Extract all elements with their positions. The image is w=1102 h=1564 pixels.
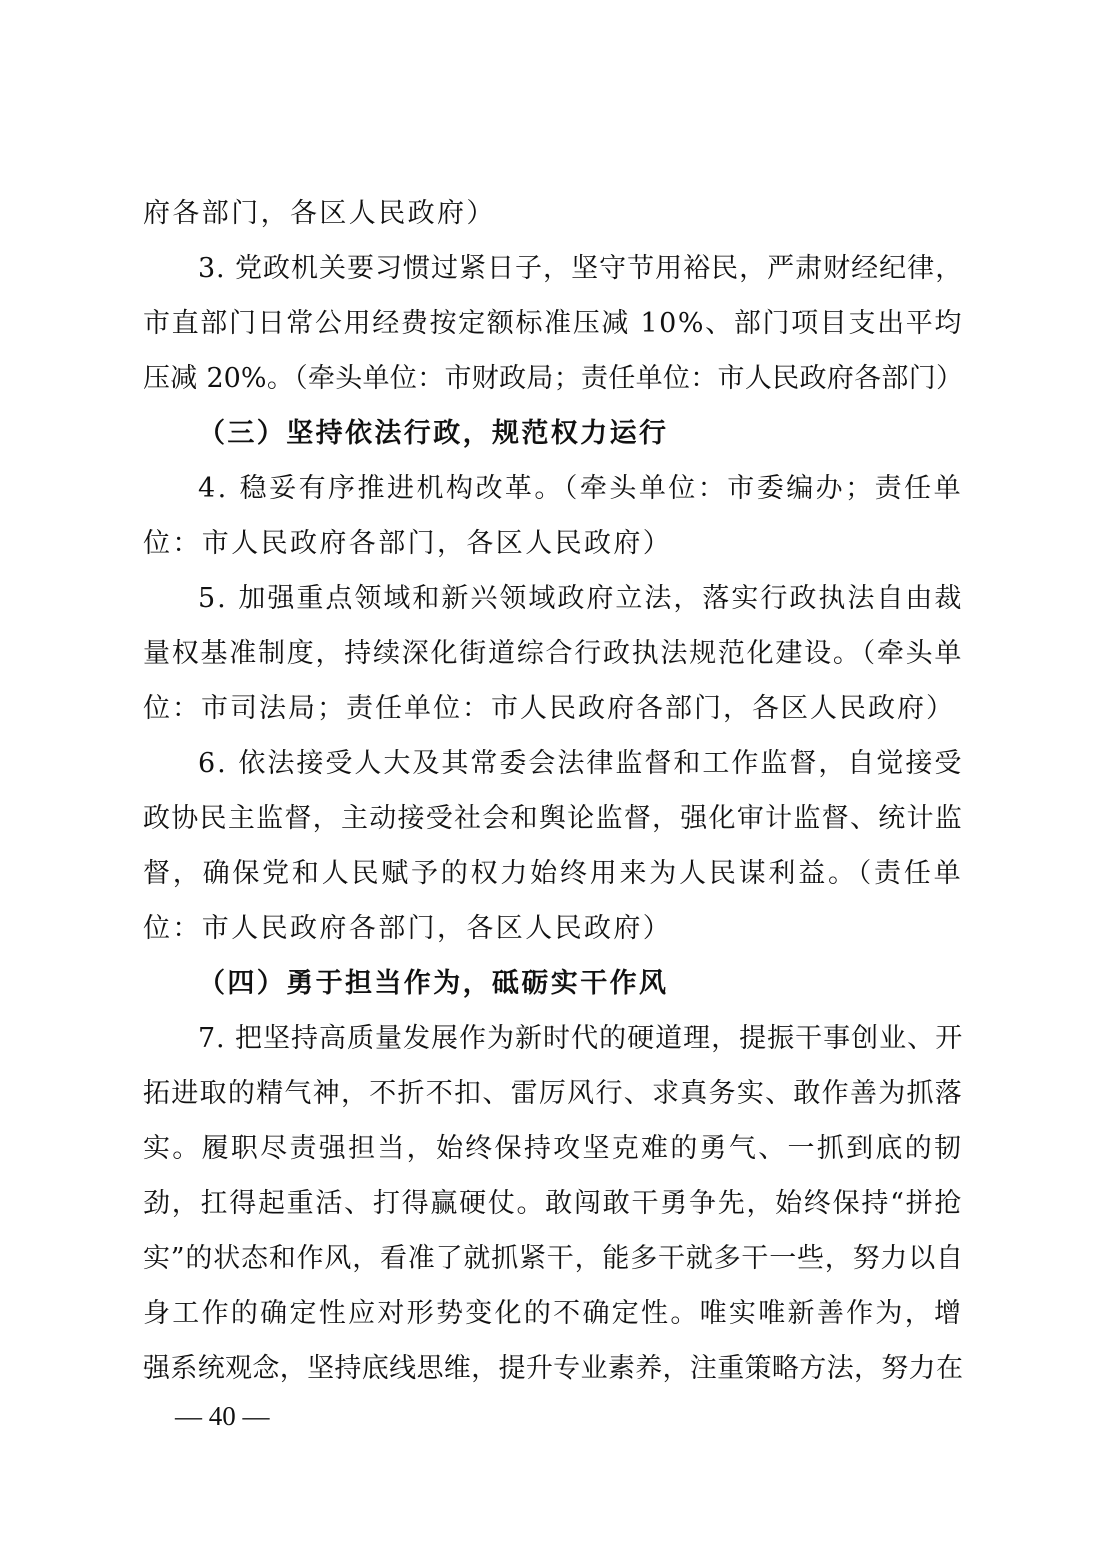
section-heading-4: （四）勇于担当作为，砥砺实干作风 [198, 968, 669, 999]
text-line-22: 强系统观念，坚持底线思维，提升专业素养，注重策略方法，努力在 [143, 1353, 963, 1384]
text-line-7: 位：市人民政府各部门，各区人民政府） [143, 528, 673, 559]
text-line-11: 6. 依法接受人大及其常委会法律监督和工作监督，自觉接受 [198, 748, 964, 779]
text-line-2: 3. 党政机关要习惯过紧日子，坚守节用裕民，严肃财经纪律， [198, 253, 963, 284]
text-line-9: 量权基准制度，持续深化街道综合行政执法规范化建设。（牵头单 [143, 638, 963, 669]
text-line-10: 位：市司法局；责任单位：市人民政府各部门，各区人民政府） [143, 693, 955, 724]
text-line-1: 府各部门，各区人民政府） [143, 198, 496, 229]
text-line-14: 位：市人民政府各部门，各区人民政府） [143, 913, 673, 944]
text-line-16: 7. 把坚持高质量发展作为新时代的硬道理，提振干事创业、开 [198, 1023, 963, 1054]
text-line-17: 拓进取的精气神，不折不扣、雷厉风行、求真务实、敢作善为抓落 [143, 1078, 963, 1109]
text-line-6: 4. 稳妥有序推进机构改革。（牵头单位：市委编办；责任单 [198, 473, 963, 504]
text-line-12: 政协民主监督，主动接受社会和舆论监督，强化审计监督、统计监 [143, 803, 963, 834]
section-heading-3: （三）坚持依法行政，规范权力运行 [198, 418, 669, 449]
text-line-3: 市直部门日常公用经费按定额标准压减 10%、部门项目支出平均 [143, 308, 963, 339]
text-line-13: 督，确保党和人民赋予的权力始终用来为人民谋利益。（责任单 [143, 858, 963, 889]
text-line-20: 实”的状态和作风，看准了就抓紧干，能多干就多干一些，努力以自 [143, 1243, 964, 1274]
text-line-18: 实。履职尽责强担当，始终保持攻坚克难的勇气、一抓到底的韧 [143, 1133, 963, 1164]
text-line-19: 劲，扛得起重活、打得赢硬仗。敢闯敢干勇争先，始终保持“拼抢 [143, 1188, 963, 1219]
text-line-4: 压减 20%。（牵头单位：市财政局；责任单位：市人民政府各部门） [143, 363, 963, 394]
text-line-8: 5. 加强重点领域和新兴领域政府立法，落实行政执法自由裁 [198, 583, 964, 614]
text-line-21: 身工作的确定性应对形势变化的不确定性。唯实唯新善作为，增 [143, 1298, 963, 1329]
page-number: — 40 — [175, 1401, 270, 1431]
